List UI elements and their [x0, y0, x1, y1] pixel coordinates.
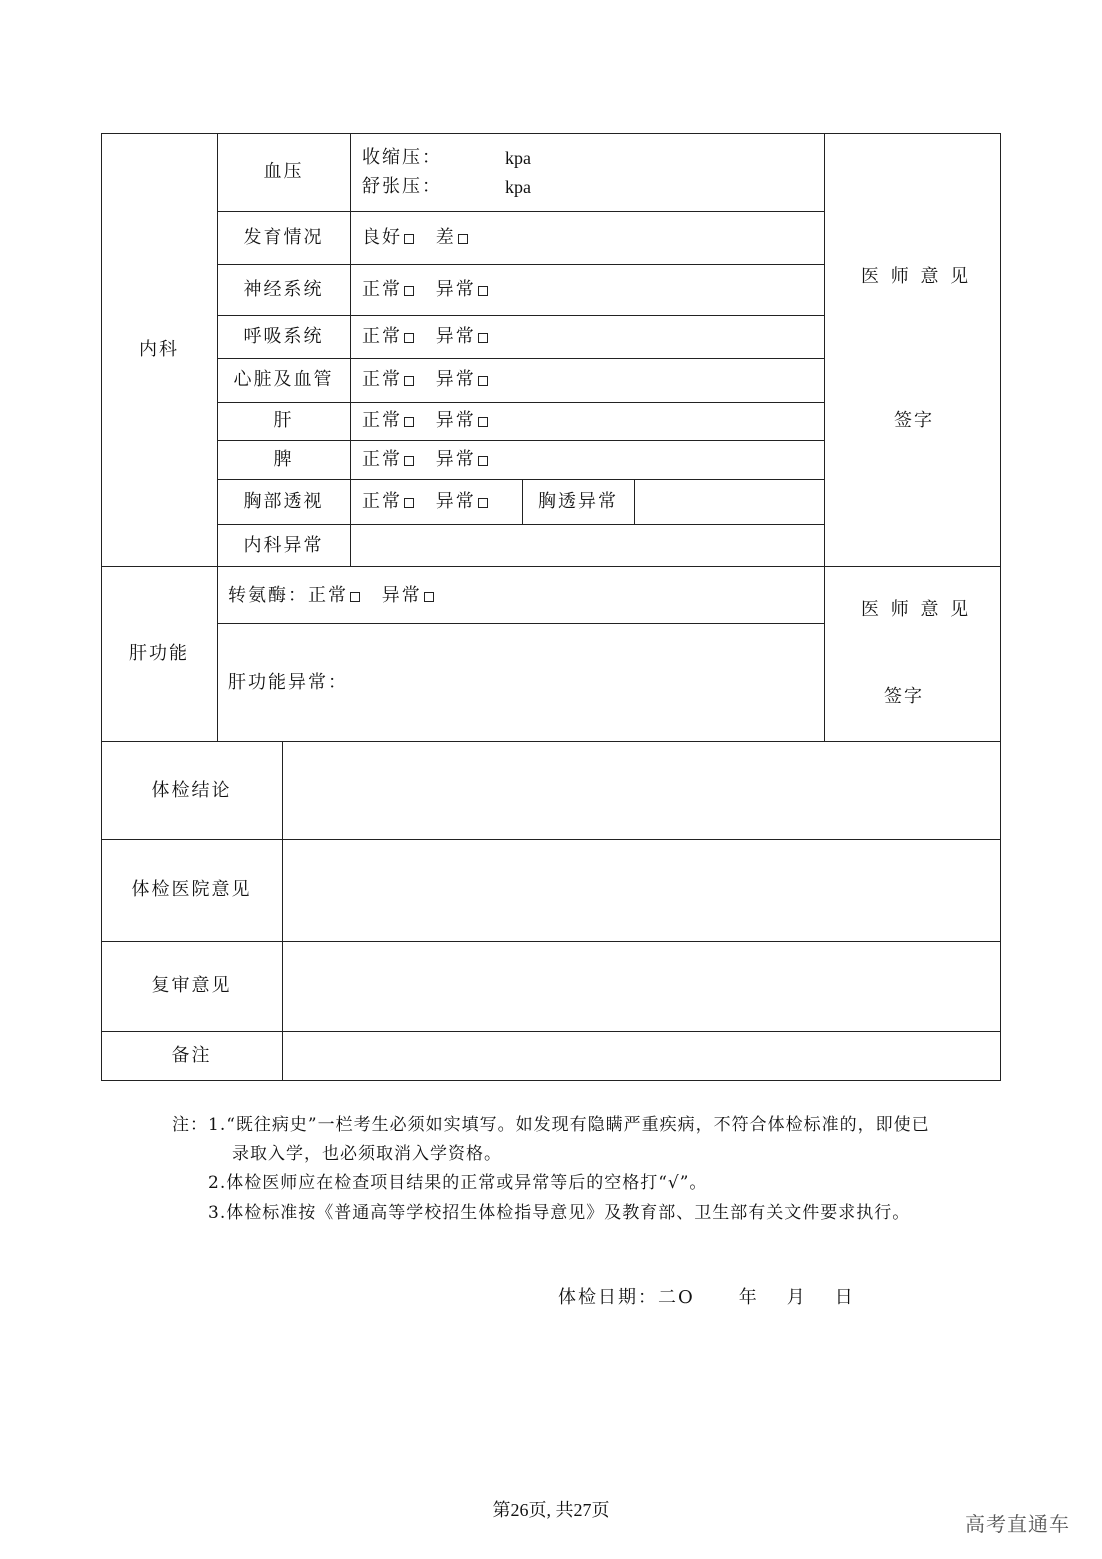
row-line [217, 358, 824, 359]
summary-label-conclusion: 体检结论 [151, 780, 232, 801]
bp-label: 血压 [263, 161, 304, 182]
checkbox-normal[interactable] [350, 592, 360, 602]
row-line [217, 402, 824, 403]
row-label-liver-organ: 肝 [273, 410, 294, 431]
option-normal: 正常 [362, 279, 402, 300]
row-label-neuro: 神经系统 [243, 279, 324, 300]
row-line [217, 211, 824, 212]
option-abnormal: 异常 [435, 326, 476, 347]
table-border-top [101, 133, 1001, 134]
option-abnormal: 异常 [435, 491, 476, 512]
option-normal: 正常 [362, 491, 402, 512]
checkbox-normal[interactable] [404, 498, 414, 508]
note-1b: 录取入学，也必须取消入学资格。 [232, 1144, 502, 1164]
option-abnormal: 异常 [435, 369, 476, 390]
option-normal: 正常 [362, 369, 402, 390]
alt-row [228, 585, 434, 607]
option-abnormal: 异常 [435, 449, 476, 470]
note-3: 3.体检标准按《普通高等学校招生体检指导意见》及教育部、卫生部有关文件要求执行。 [208, 1203, 911, 1223]
checkbox-abnormal[interactable] [478, 498, 488, 508]
option-normal: 正常 [362, 449, 402, 470]
checkbox-abnormal[interactable] [478, 417, 488, 427]
checkbox-good[interactable] [404, 234, 414, 244]
option-abnormal: 异常 [435, 410, 476, 431]
internal-signature: 签字 [894, 410, 934, 431]
summary-border-bottom [101, 1080, 1001, 1081]
col-divider-opinion [824, 133, 825, 741]
section-divider [101, 566, 1001, 567]
table-border-right [1000, 133, 1001, 741]
chest-abnormal-field[interactable] [635, 481, 823, 523]
date-day: 日 [834, 1287, 855, 1308]
systolic-label: 收缩压： [362, 147, 442, 168]
date-month: 月 [786, 1287, 807, 1308]
checkbox-abnormal[interactable] [478, 456, 488, 466]
checkbox-abnormal[interactable] [478, 286, 488, 296]
summary-label-review: 复审意见 [151, 975, 232, 996]
page-footer: 第26页, 共27页 [492, 1500, 610, 1520]
checkbox-normal[interactable] [404, 333, 414, 343]
checkbox-abnormal[interactable] [478, 333, 488, 343]
row-options-neuro [362, 279, 488, 301]
summary-label-hospital: 体检医院意见 [131, 879, 252, 900]
note-2: 2.体检医师应在检查项目结果的正常或异常等后的空格打“√”。 [208, 1173, 708, 1193]
exam-date-row [558, 1287, 855, 1309]
checkbox-normal[interactable] [404, 376, 414, 386]
conclusion-field[interactable] [283, 742, 999, 838]
col-divider-section [217, 133, 218, 741]
note-1a: 1.“既往病史”一栏考生必须如实填写。如发现有隐瞒严重疾病，不符合体检标准的，即使已 [208, 1115, 930, 1135]
development-label: 发育情况 [243, 227, 324, 248]
date-label: 体检日期： [558, 1287, 658, 1308]
option-abnormal: 异常 [435, 279, 476, 300]
development-options [362, 227, 468, 249]
row-line [217, 623, 824, 624]
row-label-spleen: 脾 [273, 449, 294, 470]
liver-doctor-opinion: 医 师 意 见 [861, 599, 972, 620]
col-divider-item [350, 133, 351, 566]
remark-field[interactable] [283, 1032, 999, 1079]
date-year: 年 [738, 1287, 759, 1308]
checkbox-normal[interactable] [404, 456, 414, 466]
row-options-heart [362, 369, 488, 391]
summary-border-right [1000, 741, 1001, 1081]
row-line [217, 315, 824, 316]
row-line [217, 479, 824, 480]
hospital-opinion-field[interactable] [283, 840, 999, 940]
row-options-liver-organ [362, 410, 488, 432]
row-label-respiratory: 呼吸系统 [243, 326, 324, 347]
checkbox-normal[interactable] [404, 286, 414, 296]
alt-label: 转氨酶： [228, 585, 308, 606]
checkbox-normal[interactable] [404, 417, 414, 427]
watermark: 高考直通车 [965, 1512, 1070, 1536]
option-poor: 差 [435, 227, 456, 248]
checkbox-abnormal[interactable] [478, 376, 488, 386]
option-good: 良好 [362, 227, 402, 248]
systolic-unit: kpa [505, 148, 531, 168]
date-prefix: 二O [658, 1287, 695, 1308]
summary-label-remark: 备注 [171, 1045, 212, 1066]
internal-section-label: 内科 [139, 339, 179, 360]
option-normal: 正常 [362, 410, 402, 431]
internal-abnormal-field[interactable] [351, 525, 823, 565]
option-normal: 正常 [362, 326, 402, 347]
row-label-chest: 胸部透视 [243, 491, 324, 512]
row-options-respiratory [362, 326, 488, 348]
diastolic-unit: kpa [505, 177, 531, 197]
row-options-spleen [362, 449, 488, 471]
checkbox-poor[interactable] [458, 234, 468, 244]
notes-prefix: 注： [172, 1115, 208, 1135]
chest-abnormal-label: 胸透异常 [538, 491, 618, 512]
row-line [217, 264, 824, 265]
liver-abnormal-label: 肝功能异常： [228, 672, 348, 693]
option-normal: 正常 [308, 585, 348, 606]
row-label-heart: 心脏及血管 [233, 369, 334, 390]
liver-signature: 签字 [884, 686, 924, 707]
row-options-chest [362, 491, 488, 513]
liver-section-label: 肝功能 [129, 643, 189, 664]
option-abnormal: 异常 [381, 585, 422, 606]
diastolic-label: 舒张压： [362, 176, 442, 197]
internal-doctor-opinion: 医 师 意 见 [861, 266, 972, 287]
review-opinion-field[interactable] [283, 942, 999, 1030]
internal-abnormal-label: 内科异常 [243, 535, 324, 556]
row-line [217, 440, 824, 441]
checkbox-abnormal[interactable] [424, 592, 434, 602]
